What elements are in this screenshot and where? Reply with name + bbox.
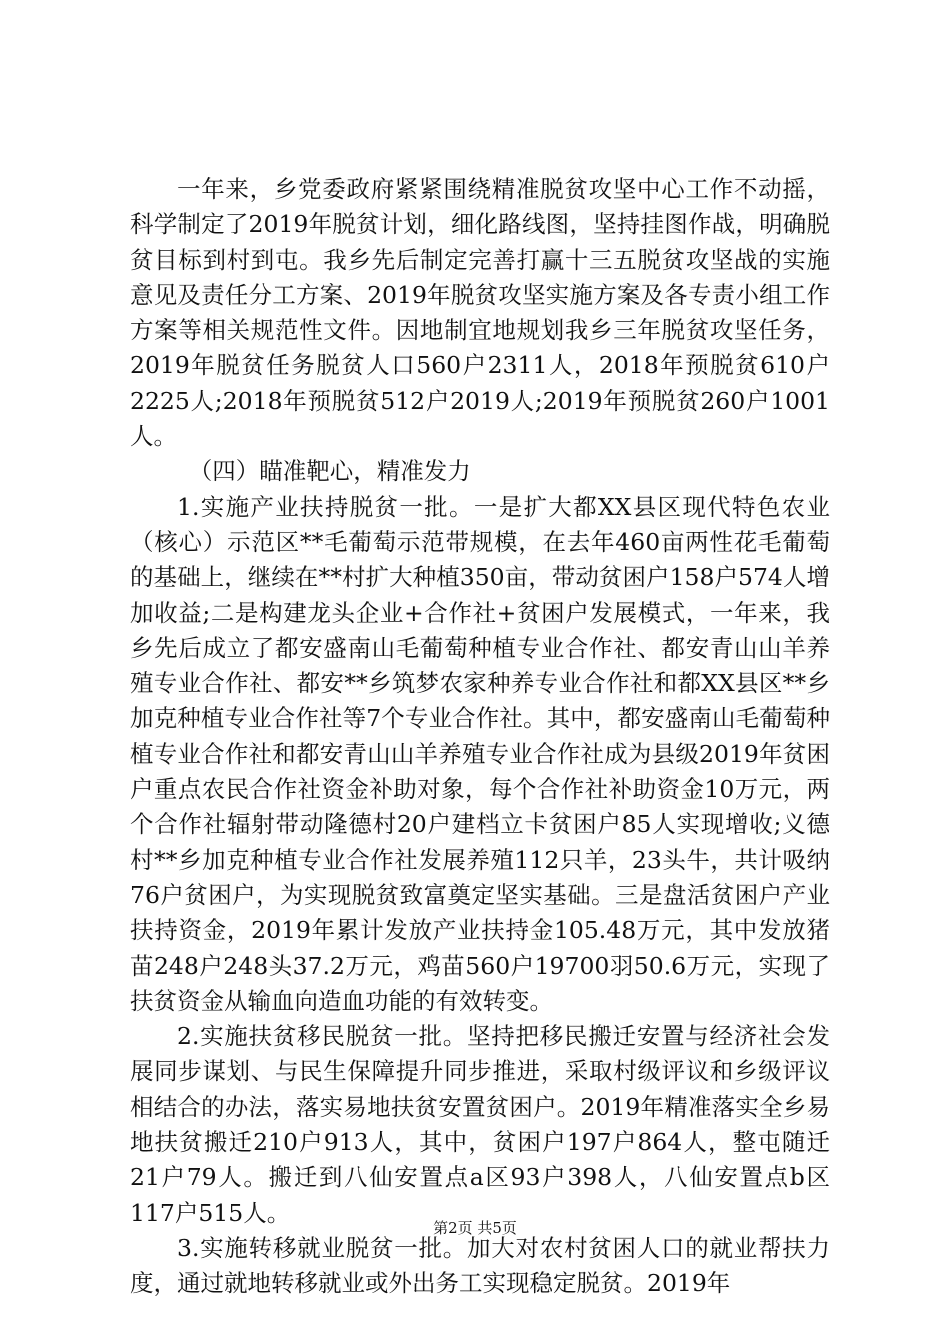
document-body	[130, 172, 830, 1302]
page-footer: 第2页 共5页	[433, 1219, 517, 1237]
section-heading-four: （四）瞄准靶心，精准发力	[188, 457, 471, 486]
paragraph-employment: 3.实施转移就业脱贫一批。加大对农村贫困人口的就业帮扶力度，通过就地转移就业或外出务工实现稳定脱贫。2019年	[130, 1233, 830, 1298]
paragraph-annual-plan: 一年来，乡党委政府紧紧围绕精准脱贫攻坚中心工作不动摇，科学制定了2019年脱贫计划，细化路线图，坚持挂图作战，明确脱贫目标到村到屯。我乡先后制定完善打赢十三五脱贫攻坚战的实施意见及责任分工方案、2019年脱贫攻坚实施方案及各专责小组工作方案等相关规范性文件。因地制宜地规划我乡三年脱贫攻坚任务，2019年脱贫任务脱贫人口560户2311人，2018年预脱贫610户2225人;2018年预脱贫512户2019人;2019年预脱贫260户1001人。	[130, 175, 830, 451]
paragraph-industry-support: 1.实施产业扶持脱贫一批。一是扩大都XX县区现代特色农业（核心）示范区**毛葡萄示范带规模，在去年460亩两性花毛葡萄的基础上，继续在**村扩大种植350亩，带动贫困户158户574人增加收益;二是构建龙头企业+合作社+贫困户发展模式，一年来，我乡先后成立了都安盛南山毛葡萄种植专业合作社、都安青山山羊养殖专业合作社、都安**乡筑梦农家种养专业合作社和都XX县区**乡加克种植专业合作社等7个专业合作社。其中，都安盛南山毛葡萄种植专业合作社和都安青山山羊养殖专业合作社成为县级2019年贫困户重点农民合作社资金补助对象，每个合作社补助资金10万元，两个合作社辐射带动隆德村20户建档立卡贫困户85人实现增收;义德村**乡加克种植专业合作社发展养殖112只羊，23头牛，共计吸纳76户贫困户，为实现脱贫致富奠定坚实基础。三是盘活贫困户产业扶持资金，2019年累计发放产业扶持金105.48万元，其中发放猪苗248户248头37.2万元，鸡苗560户19700羽50.6万元，实现了扶贫资金从输血向造血功能的有效转变。	[130, 492, 830, 1015]
paragraph-relocation: 2.实施扶贫移民脱贫一批。坚持把移民搬迁安置与经济社会发展同步谋划、与民生保障提升同步推进，采取村级评议和乡级评议相结合的办法，落实易地扶贫安置贫困户。2019年精准落实全乡易地扶贫搬迁210户913人，其中，贫困户197户864人，整屯随迁21户79人。搬迁到八仙安置点a区93户398人，八仙安置点b区117户515人。	[130, 1022, 830, 1227]
